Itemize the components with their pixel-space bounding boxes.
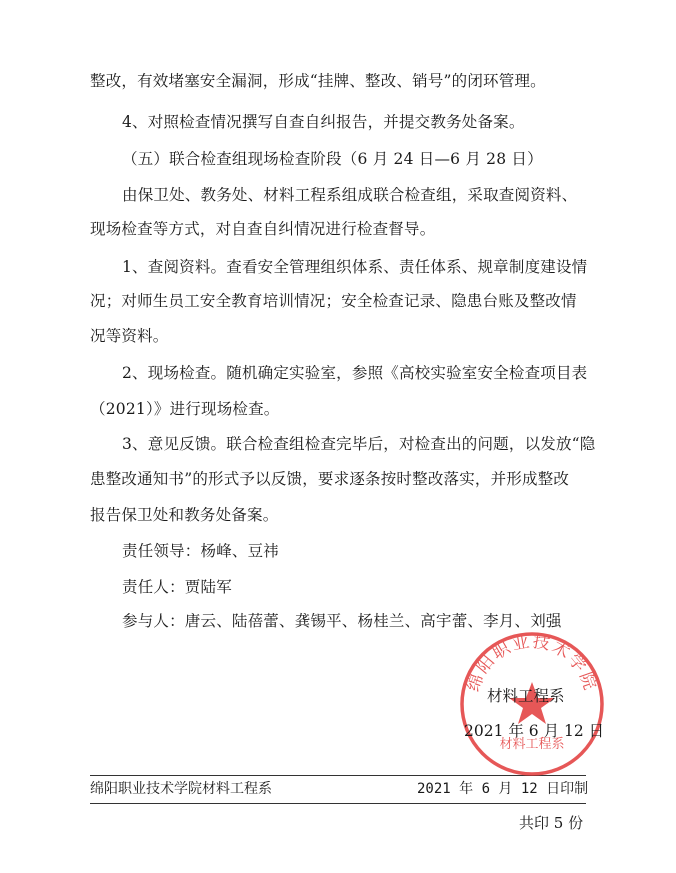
footer-issuer: 绵阳职业技术学院材料工程系 — [90, 781, 272, 797]
signature-org: 材料工程系 — [487, 687, 565, 705]
body-line: （2021）》进行现场检查。 — [90, 400, 280, 418]
body-line: 患整改通知书”的形式予以反馈，要求逐条按时整改落实，并形成整改 — [90, 470, 570, 488]
body-line: 况等资料。 — [90, 327, 169, 345]
responsible-leader: 责任领导：杨峰、豆祎 — [122, 542, 280, 560]
body-line: 4、对照检查情况撰写自查自纠报告，并提交教务处备案。 — [122, 113, 525, 131]
body-line: 整改，有效堵塞安全漏洞，形成“挂牌、整改、销号”的闭环管理。 — [90, 72, 546, 90]
body-line: 2、现场检查。随机确定实验室，参照《高校实验室安全检查项目表 — [122, 364, 588, 382]
responsible-person: 责任人：贾陆军 — [122, 578, 232, 596]
body-line: 现场检查等方式，对自查自纠情况进行检查督导。 — [90, 220, 436, 238]
body-line: 由保卫处、教务处、材料工程系组成联合检查组，采取查阅资料、 — [122, 186, 578, 204]
seal-inner-text: 材料工程系 — [499, 737, 565, 752]
footer-print-date: 2021 年 6 月 12 日印制 — [417, 781, 589, 797]
footer-divider-bottom — [90, 803, 586, 804]
body-line: 3、意见反馈。联合检查组检查完毕后，对检查出的问题，以发放“隐 — [122, 435, 596, 453]
signature-date: 2021 年 6 月 12 日 — [464, 722, 605, 740]
participants: 参与人：唐云、陆蓓蕾、龚锡平、杨桂兰、高宇蕾、李月、刘强 — [122, 612, 562, 630]
print-count: 共印 5 份 — [519, 814, 584, 832]
section-heading: （五）联合检查组现场检查阶段（6 月 24 日—6 月 28 日） — [122, 150, 543, 168]
body-line: 况；对师生员工安全教育培训情况；安全检查记录、隐患台账及整改情 — [90, 292, 577, 310]
body-line: 1、查阅资料。查看安全管理组织体系、责任体系、规章制度建设情 — [122, 258, 588, 276]
body-line: 报告保卫处和教务处备案。 — [90, 506, 279, 524]
seal-arc-text: 绵阳职业技术学院 — [463, 631, 601, 695]
